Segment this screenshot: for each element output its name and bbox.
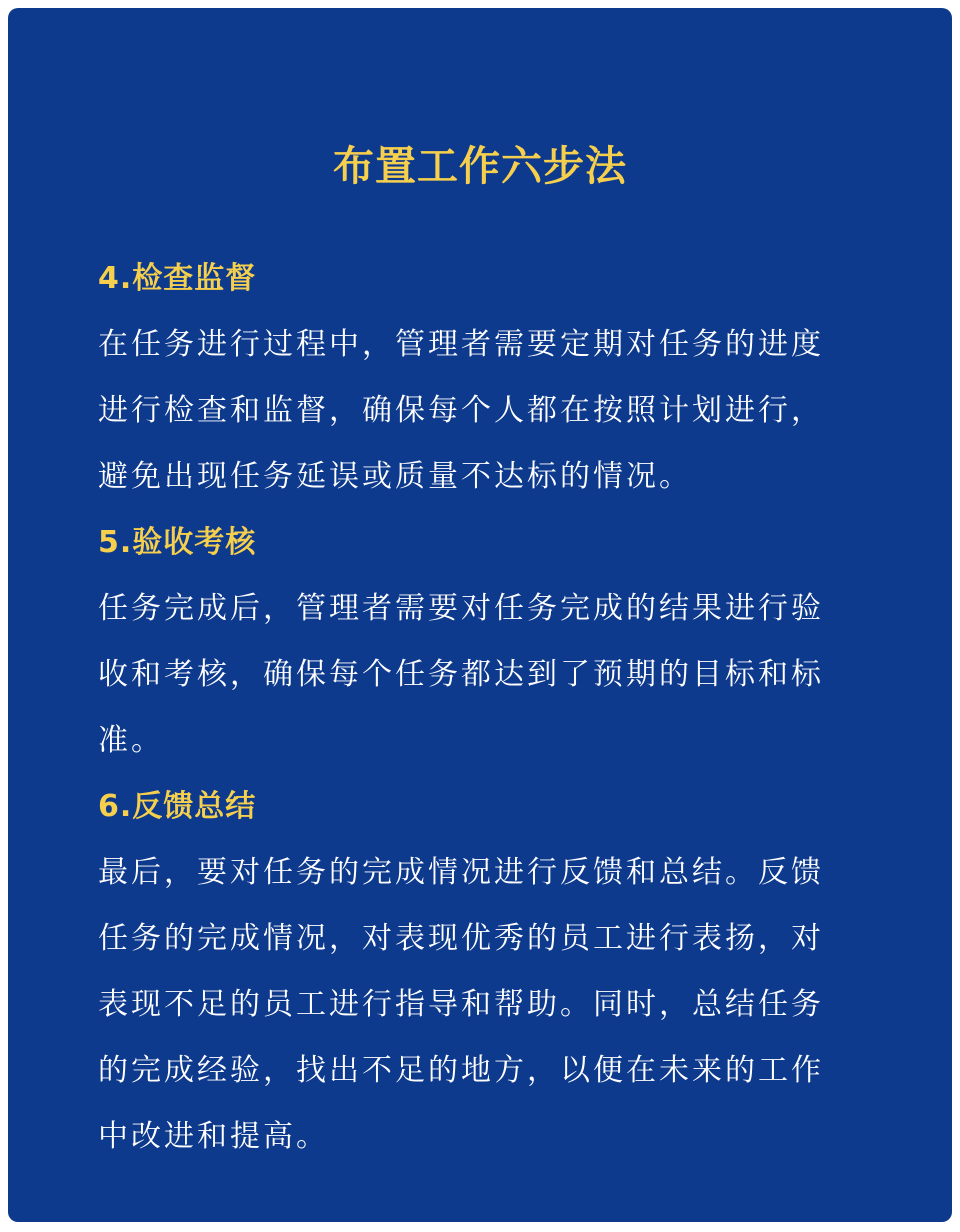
section-line: 任务完成后，管理者需要对任务完成的结果进行验 <box>98 591 824 626</box>
section-heading: 5.验收考核 <box>98 525 257 560</box>
section-heading: 4.检查监督 <box>98 261 257 296</box>
document-content <box>98 246 860 1170</box>
section-line: 中改进和提高。 <box>98 1119 329 1154</box>
section-line: 任务的完成情况，对表现优秀的员工进行表扬，对 <box>98 921 824 956</box>
section-line: 的完成经验，找出不足的地方，以便在未来的工作 <box>98 1053 824 1088</box>
section-line: 准。 <box>98 723 164 758</box>
section-check-supervise <box>98 246 860 510</box>
section-acceptance-review <box>98 510 860 774</box>
document-card <box>8 8 952 1222</box>
section-line: 收和考核，确保每个任务都达到了预期的目标和标 <box>98 657 824 692</box>
section-line: 最后，要对任务的完成情况进行反馈和总结。反馈 <box>98 855 824 890</box>
section-line: 避免出现任务延误或质量不达标的情况。 <box>98 459 692 494</box>
section-line: 在任务进行过程中，管理者需要定期对任务的进度 <box>98 327 824 362</box>
section-heading: 6.反馈总结 <box>98 789 257 824</box>
section-line: 表现不足的员工进行指导和帮助。同时，总结任务 <box>98 987 824 1022</box>
section-feedback-summary <box>98 774 860 1170</box>
section-line: 进行检查和监督，确保每个人都在按照计划进行， <box>98 393 824 428</box>
page-title: 布置工作六步法 <box>333 142 627 190</box>
